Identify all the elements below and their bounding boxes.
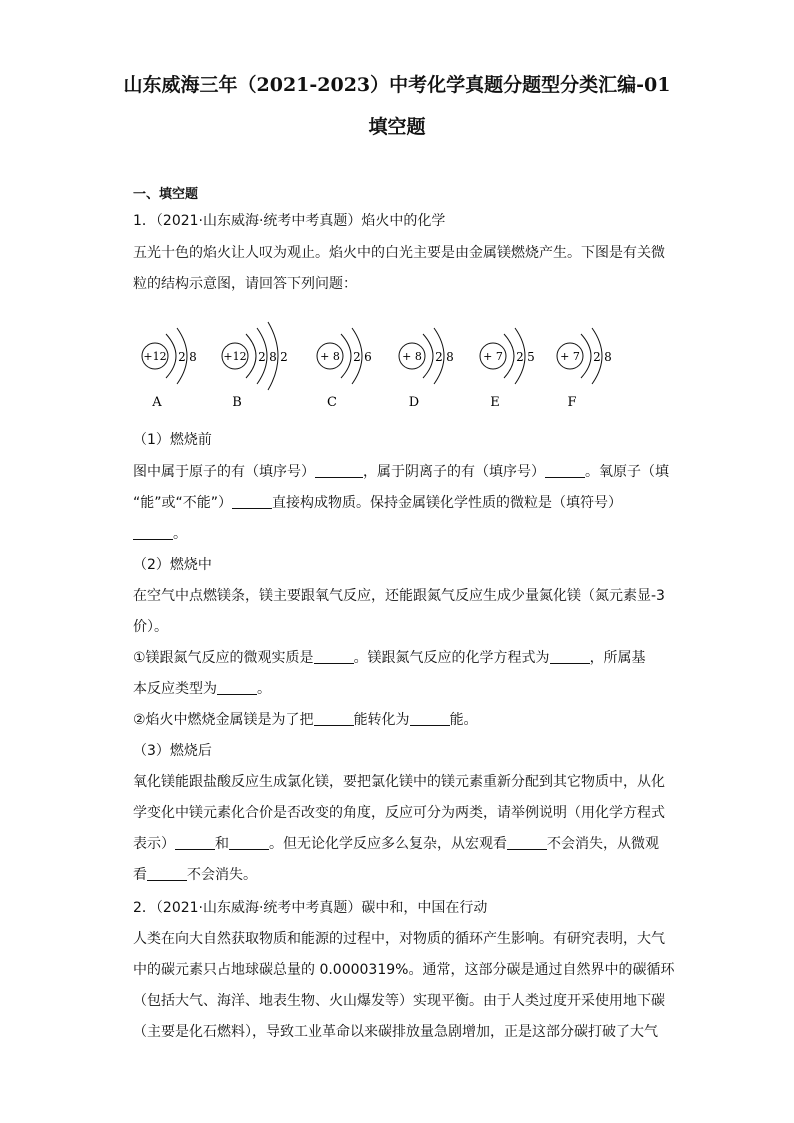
q1-part3-title: （3）燃烧后: [133, 743, 212, 759]
text: 图中属于原子的有（填序号）: [133, 464, 315, 480]
q1-part2-line4: [133, 679, 673, 699]
text: ①镁跟氮气反应的微观实质是: [133, 650, 314, 666]
shell-electron-count: 2: [516, 350, 524, 364]
answer-blank[interactable]: [314, 711, 354, 726]
text: 和: [215, 836, 229, 852]
q1-part1-line1: [133, 462, 673, 482]
answer-blank[interactable]: [507, 835, 547, 850]
atom-diagram-svg: [130, 310, 650, 410]
q1-part1-line3: [133, 524, 673, 544]
atom-letter-label: E: [490, 395, 500, 410]
text: 直接构成物质。保持金属镁化学性质的微粒是（填符号）: [272, 495, 623, 511]
document-title-line2: 填空题: [368, 116, 426, 138]
atom-letter-label: A: [152, 395, 162, 410]
nucleus-charge: + 8: [320, 350, 340, 363]
q1-part1-line2: [133, 493, 673, 513]
atom-letter-label: F: [567, 395, 577, 410]
nucleus-charge: +12: [223, 350, 247, 363]
atom-diagram-A: [142, 328, 197, 410]
text: 本反应类型为: [133, 681, 217, 697]
text: 能转化为: [353, 712, 410, 728]
q1-part2-title: （2）燃烧中: [133, 557, 212, 573]
q2-line4: （主要是化石燃料），导致工业革命以来碳排放量急剧增加，正是这部分碳打破了大气: [133, 1024, 658, 1040]
shell-electron-count: 6: [364, 350, 372, 364]
shell-electron-count: 5: [527, 350, 535, 364]
nucleus-charge: +12: [143, 350, 167, 363]
atom-letter-label: D: [408, 395, 420, 410]
shell-electron-count: 2: [435, 350, 443, 364]
shell-electron-count: 8: [604, 350, 612, 364]
q1-intro-line2: 粒的结构示意图，请回答下列问题：: [133, 276, 357, 292]
q1-heading: 1．（2021·山东威海·统考中考真题）焰火中的化学: [133, 213, 446, 229]
atom-diagram-D: [399, 328, 454, 410]
q1-part2-line1: 在空气中点燃镁条，镁主要跟氧气反应，还能跟氮气反应生成少量氮化镁（氮元素显-3: [133, 588, 665, 604]
q1-intro-line1: 五光十色的焰火让人叹为观止。焰火中的白光主要是由金属镁燃烧产生。下图是有关微: [133, 245, 665, 261]
answer-blank[interactable]: [410, 711, 450, 726]
q1-part3-line2: 学变化中镁元素化合价是否改变的角度，反应可分为两类，请举例说明（用化学方程式: [133, 805, 665, 821]
section-heading: 一、填空题: [133, 187, 199, 202]
atom-structure-diagrams: [130, 310, 650, 410]
q2-line2: 中的碳元素只占地球碳总量的 0.0000319%。通常，这部分碳是通过自然界中的碳循环: [133, 962, 675, 978]
atom-diagram-F: [557, 328, 612, 410]
nucleus-charge: + 7: [483, 350, 503, 363]
q1-part3-line4: [133, 865, 673, 885]
shell-electron-count: 2: [353, 350, 361, 364]
atom-diagram-B: [222, 322, 288, 410]
answer-blank[interactable]: [175, 835, 215, 850]
text: “能”或“不能”）: [133, 495, 233, 511]
answer-blank[interactable]: [133, 525, 173, 540]
text: 看: [133, 867, 147, 883]
q1-part2-line3: [133, 648, 673, 668]
text: 。: [257, 681, 271, 697]
shell-electron-count: 2: [280, 350, 288, 364]
text: 。氧原子（填: [585, 464, 669, 480]
answer-blank[interactable]: [229, 835, 269, 850]
text: 不会消失，从微观: [547, 836, 659, 852]
text: 不会消失。: [187, 867, 257, 883]
answer-blank[interactable]: [147, 866, 187, 881]
answer-blank[interactable]: [232, 494, 272, 509]
q2-line1: 人类在向大自然获取物质和能源的过程中，对物质的循环产生影响。有研究表明，大气: [133, 931, 665, 947]
shell-electron-count: 8: [269, 350, 277, 364]
q2-line3: （包括大气、海洋、地表生物、火山爆发等）实现平衡。由于人类过度开采使用地下碳: [133, 993, 665, 1009]
q1-part3-line1: 氧化镁能跟盐酸反应生成氯化镁，要把氯化镁中的镁元素重新分配到其它物质中，从化: [133, 774, 665, 790]
shell-electron-count: 2: [593, 350, 601, 364]
nucleus-charge: + 7: [560, 350, 580, 363]
shell-electron-count: 2: [258, 350, 266, 364]
q1-part2-line5: [133, 710, 673, 730]
text: 能。: [449, 712, 478, 728]
text: 。镁跟氮气反应的化学方程式为: [353, 650, 550, 666]
text: 。: [173, 526, 187, 542]
answer-blank[interactable]: [314, 649, 354, 664]
q1-part3-line3: [133, 834, 673, 854]
q2-heading: 2．（2021·山东威海·统考中考真题）碳中和，中国在行动: [133, 900, 488, 916]
nucleus-charge: + 8: [402, 350, 422, 363]
q1-part1-title: （1）燃烧前: [133, 432, 212, 448]
answer-blank[interactable]: [545, 463, 585, 478]
answer-blank[interactable]: [315, 463, 363, 478]
answer-blank[interactable]: [217, 680, 257, 695]
shell-electron-count: 8: [189, 350, 197, 364]
shell-electron-count: 8: [446, 350, 454, 364]
shell-electron-count: 2: [178, 350, 186, 364]
document-title-line1: 山东威海三年（2021-2023）中考化学真题分题型分类汇编-01: [123, 74, 671, 96]
text: ，属于阴离子的有（填序号）: [363, 464, 545, 480]
atom-diagram-C: [317, 328, 372, 410]
text: 表示）: [133, 836, 175, 852]
text: ，所属基: [589, 650, 646, 666]
q1-part2-line2: 价）。: [133, 619, 168, 635]
text: ②焰火中燃烧金属镁是为了把: [133, 712, 314, 728]
atom-diagram-E: [480, 328, 535, 410]
answer-blank[interactable]: [550, 649, 590, 664]
atom-letter-label: B: [232, 395, 242, 410]
atom-letter-label: C: [327, 395, 337, 410]
text: 。但无论化学反应多么复杂，从宏观看: [269, 836, 507, 852]
